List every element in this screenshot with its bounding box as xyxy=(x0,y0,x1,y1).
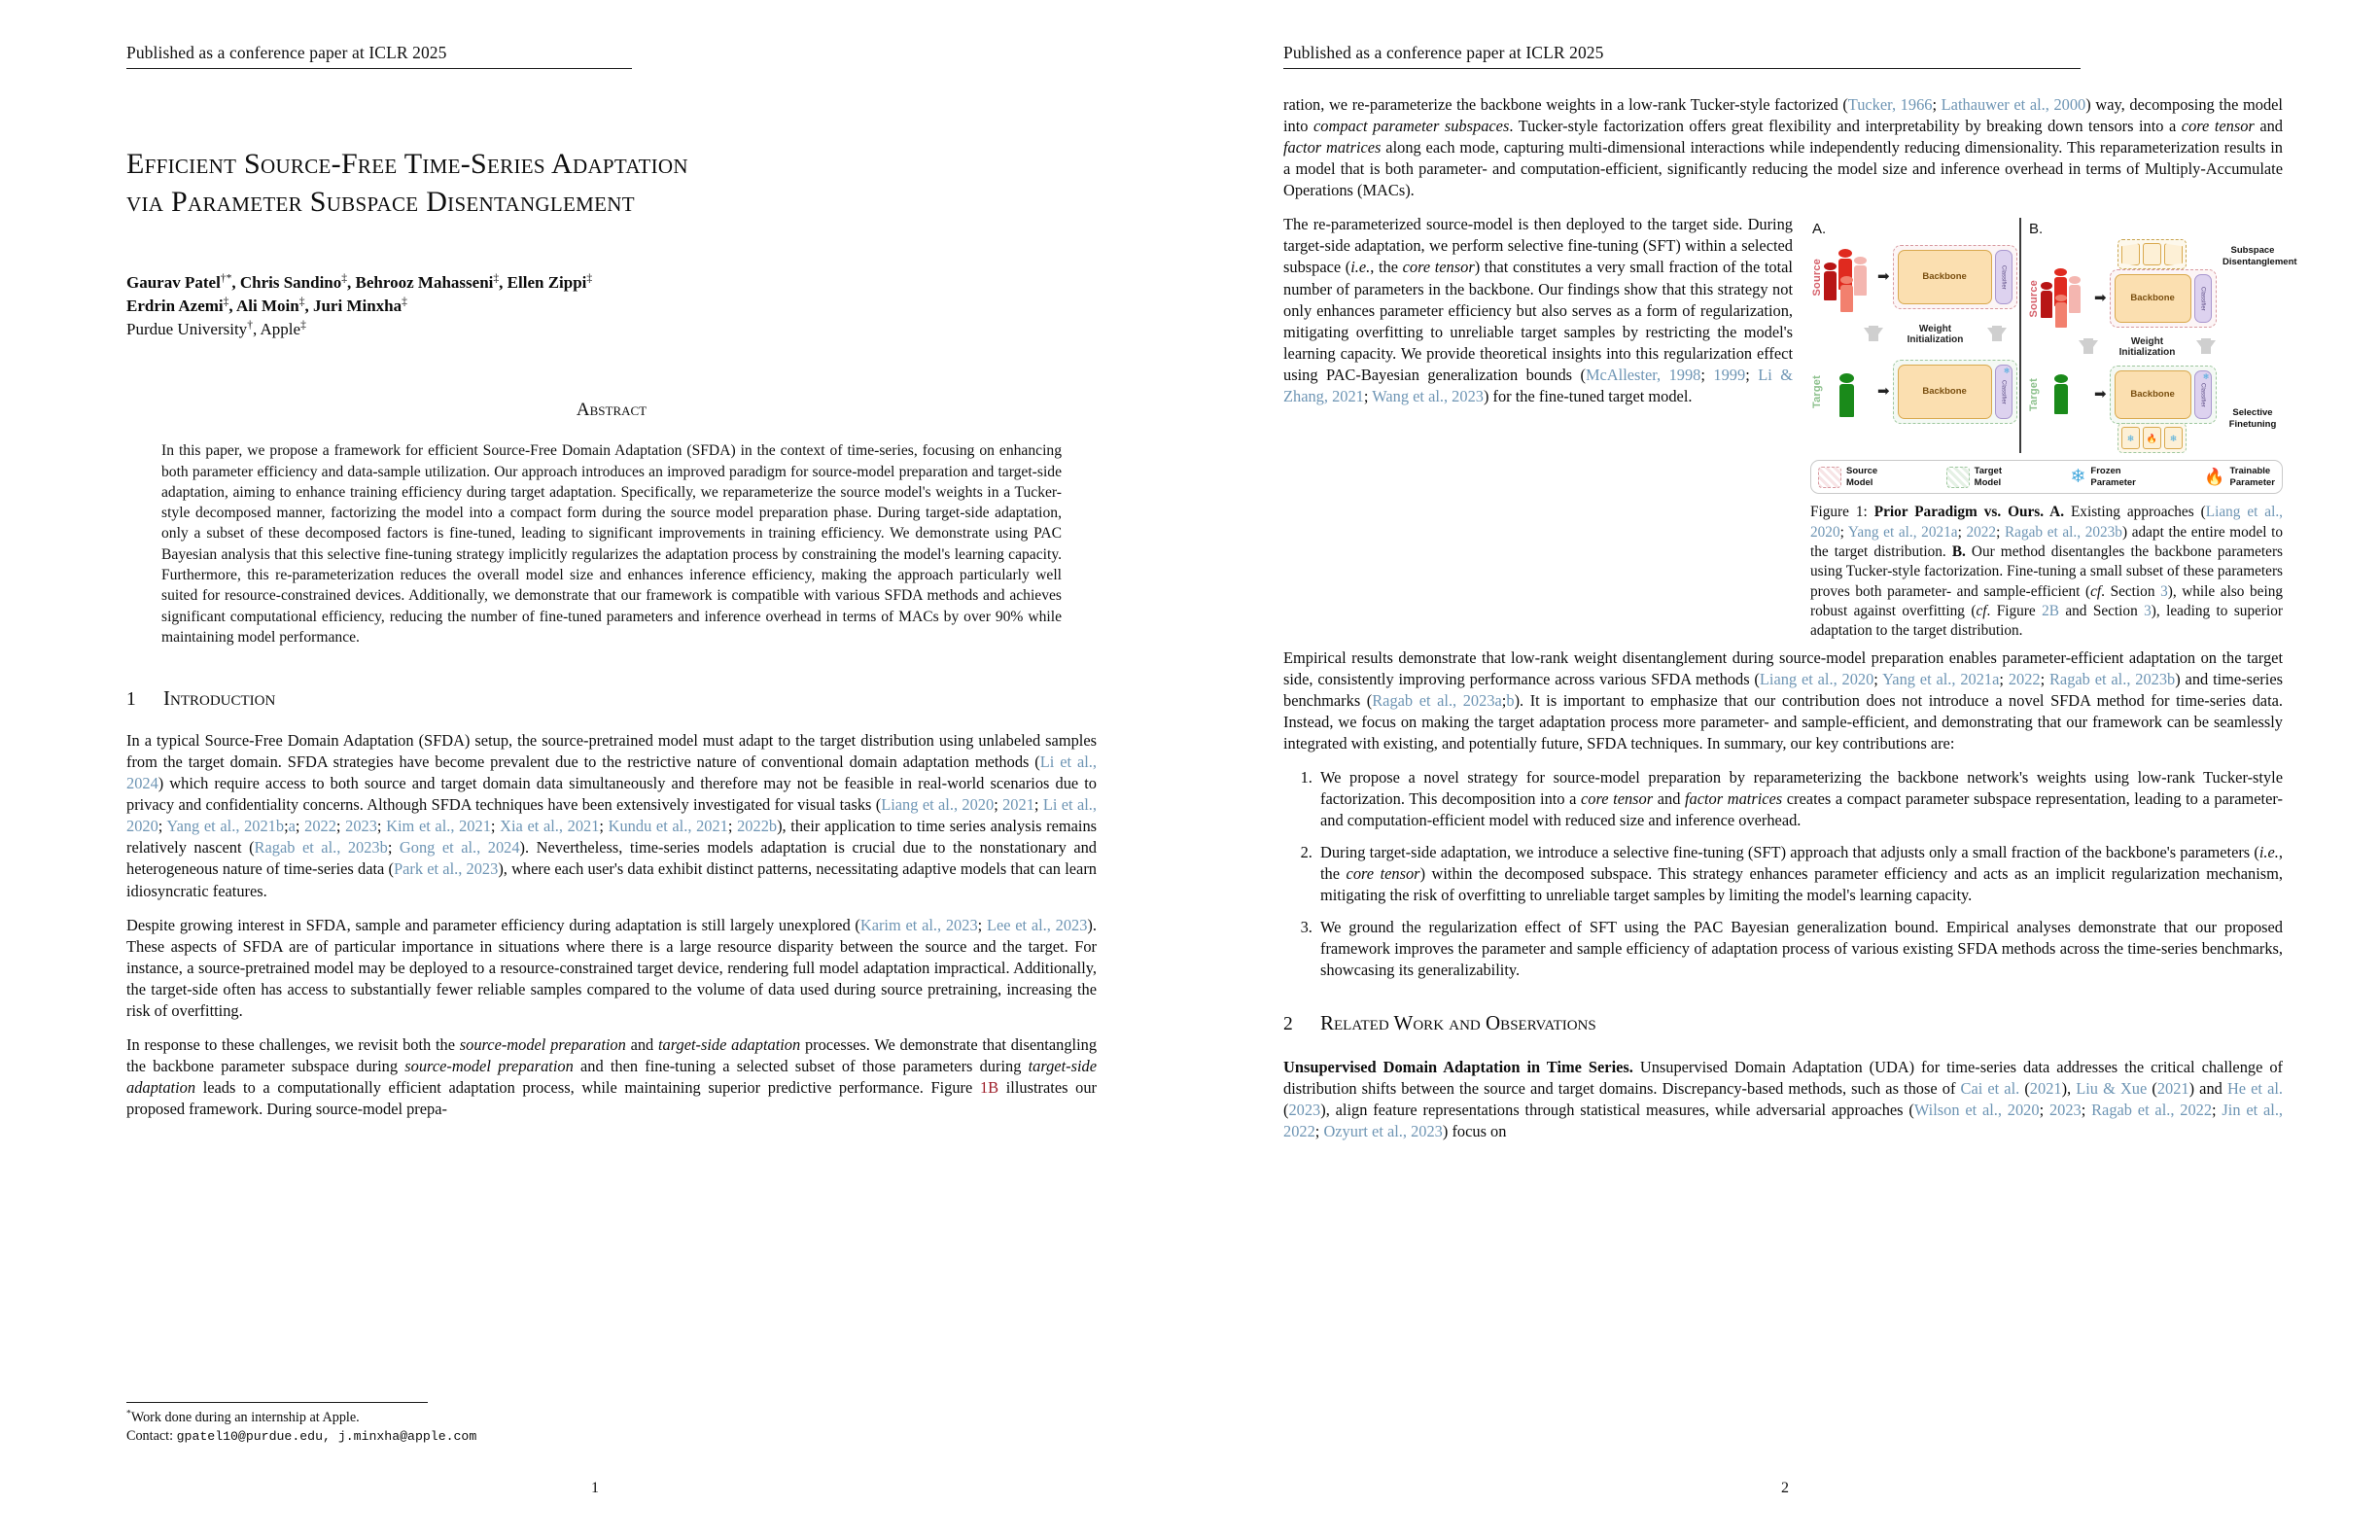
page-number: 2 xyxy=(1781,1480,1789,1496)
author-name: Gaurav Patel xyxy=(126,273,221,292)
classifier-block: Classifier xyxy=(2194,274,2212,323)
page-title xyxy=(126,145,1097,221)
person-icon xyxy=(1824,262,1837,300)
emphasis: compact parameter subspaces xyxy=(1313,117,1510,136)
emphasis: i.e. xyxy=(1350,258,1371,277)
footnote-rule xyxy=(126,1402,428,1403)
selective-finetuning-label: Selective Finetuning xyxy=(2228,407,2277,430)
emphasis: i.e. xyxy=(2258,843,2279,862)
section-heading-related-work xyxy=(1283,1009,2283,1037)
citation-link[interactable]: Yang et al., 2021a xyxy=(1882,669,2000,688)
weight-init-label: Weight Initialization xyxy=(1907,323,1964,346)
citation-link[interactable]: Yang et al., 2021a xyxy=(1847,523,1958,541)
citation-link[interactable]: 2022 xyxy=(1966,523,1997,541)
down-arrow-icon xyxy=(1987,328,2007,341)
figure-1 xyxy=(1810,218,2297,641)
target-swatch xyxy=(1946,467,1970,488)
source-axis-label: Source xyxy=(1811,259,1823,297)
citation-link[interactable]: Liang et al., 2020 xyxy=(881,795,995,815)
section-title: Introduction xyxy=(163,686,276,711)
tile-group xyxy=(2118,239,2187,269)
introduction-body xyxy=(126,730,1097,1120)
panel-b-source-row xyxy=(2027,269,2222,328)
target-axis-label: Target xyxy=(2028,378,2040,412)
author-name: , Chris Sandino xyxy=(231,273,342,292)
person-icon xyxy=(2054,374,2068,414)
citation-link[interactable]: Wang et al., 2023 xyxy=(1372,386,1484,405)
person-icon xyxy=(1854,257,1867,296)
citation-link[interactable]: McAllester, 1998 xyxy=(1585,365,1701,384)
list-item: 3. We ground the regularization effect of SFT using the PAC Bayesian generalization bound. Empirical analyses demonstrate that our proposed framework improves the parameter and sample efficiency of adaptation process of various existing SFDA methods across the time-series benchmarks, showcasing its generalizability. xyxy=(1316,917,2283,981)
selective-tiles xyxy=(2082,423,2222,453)
down-arrow-icon xyxy=(2196,340,2216,354)
source-model-box xyxy=(1893,245,2017,309)
figure-1-caption: Figure 1: Prior Paradigm vs. Ours. A. Existing approaches (Liang et al., 2020; Yang et al., 2021a; 2022; Ragab et al., 2023b) adapt the entire model to the target distribution. B. Our method disentangles the backbone parameters using Tucker-style factorization. Fine-tuning a small subset of these parameters proves both parameter- and sample-efficient (cf. Section 3), while also being robust against overfitting (cf. Figure 2B and Section 3), leading to superior adaptation to the target distribution. xyxy=(1810,504,2284,640)
backbone-block: Backbone xyxy=(1898,250,1992,304)
citation-link[interactable]: 2023 xyxy=(2048,1100,2082,1119)
figure-1-image xyxy=(1810,218,2297,494)
emphasis: factor matrices xyxy=(1684,789,1783,809)
figure-panel-b xyxy=(2019,218,2297,453)
title-line-1: Efficient Source-Free Time-Series Adaptation xyxy=(126,148,688,180)
paragraph-intro-1: In a typical Source-Free Domain Adaptation (SFDA) setup, the source-pretrained model must adapt to the target distribution using unlabeled samples from the target domain. SFDA strategies have become prevalent due to the restrictive nature of conventional domain adaptation methods (Li et al., 2024) which require access to both source and target domain data simultaneously and therefore may not be feasible in real-world scenarios due to privacy and confidentiality concerns. Although SFDA techniques have been extensively investigated for visual tasks (Liang et al., 2020; 2021; Li et al., 2020; Yang et al., 2021b;a; 2022; 2023; Kim et al., 2021; Xia et al., 2021; Kundu et al., 2021; 2022b), their application to time series analysis remains relatively nascent (Ragab et al., 2023b; Gong et al., 2024). Nevertheless, time-series models adaptation is crucial due to the nonstationary and heterogeneous nature of time-series data (Park et al., 2023), where each user's data exhibit distinct patterns, necessitating adaptive models that can learn idiosyncratic features. xyxy=(126,731,1098,900)
down-arrow-icon xyxy=(1864,328,1883,341)
author-name: , Ellen Zippi xyxy=(499,273,587,292)
citation-link[interactable]: Cai et al. xyxy=(1960,1078,2020,1098)
author-name: , Ali Moin xyxy=(228,297,299,316)
person-icon xyxy=(1840,276,1853,312)
target-axis-label: Target xyxy=(1811,375,1823,409)
author-line-1 xyxy=(126,271,1097,295)
citation-link[interactable]: 2021 xyxy=(1002,795,1034,815)
citation-link[interactable]: Liu & Xue xyxy=(2076,1078,2148,1098)
source-model-box xyxy=(2110,269,2217,328)
emphasis: core tensor xyxy=(1346,864,1420,884)
citation-link[interactable]: Park et al., 2023 xyxy=(394,859,499,879)
person-icon xyxy=(1839,373,1854,417)
classifier-block: Classifier xyxy=(1995,250,2012,304)
list-item: 2. During target-side adaptation, we introduce a selective fine-tuning (SFT) approach that adjusts only a small fraction of the backbone's parameters (i.e., the core tensor) within the decomposed subspace. This strategy enhances parameter efficiency and acts as an implicit regularization mechanism, mitigating the risk of overfitting to unreliable target samples by limiting the model's learning capacity. xyxy=(1316,842,2283,906)
panel-b-top xyxy=(2027,239,2297,328)
panel-a-target-row xyxy=(1810,354,2019,430)
author-affil-mark: ‡ xyxy=(493,271,500,285)
author-affil-mark: †* xyxy=(220,271,232,285)
citation-link[interactable]: b xyxy=(1506,690,1515,710)
page2-body xyxy=(1283,94,2297,1142)
classifier-block: Classifier ❄ xyxy=(2194,370,2212,419)
page-number: 1 xyxy=(591,1480,599,1496)
affiliations: Purdue University†, Apple‡ xyxy=(126,318,306,339)
citation-link[interactable]: 2022b xyxy=(737,817,778,836)
subspace-tiles xyxy=(2082,239,2222,269)
citation-link[interactable]: Li et al., 2020 xyxy=(126,795,1097,836)
snowflake-icon: ❄ xyxy=(2002,367,2012,376)
title-line-2: via Parameter Subspace Disentanglement xyxy=(126,186,635,218)
snowflake-icon: ❄ xyxy=(2201,372,2211,382)
panel-a-source-row xyxy=(1810,239,2019,315)
panel-a-label: A. xyxy=(1812,221,1827,238)
citation-link[interactable]: 2023 xyxy=(345,817,377,836)
citation-link[interactable]: Ragab et al., 2023b xyxy=(2049,669,2176,688)
arrow-right-icon: ➡ xyxy=(2094,387,2107,403)
author-affil-mark: ‡ xyxy=(298,295,305,308)
factor-matrix-tile xyxy=(2121,243,2140,265)
section-reference-link[interactable]: 3 xyxy=(2160,582,2168,600)
citation-link[interactable]: Li et al., 2024 xyxy=(126,752,1097,793)
legend-item-frozen-parameter: ❄ Frozen Parameter xyxy=(2070,466,2136,488)
paragraph-intro-2: Despite growing interest in SFDA, sample and parameter efficiency during adaptation is still largely unexplored (Karim et al., 2023; Lee et al., 2023). These aspects of SFDA are of particular importance in situations where there is a large resource disparity between the source and the target. For instance, a source-pretrained model may be deployed to a resource-constrained target device, rendering full model adaptation impractical. Additionally, the target-side often has access to substantially fewer reliable samples compared to the volume of data used during source pretraining, increasing the risk of overfitting. xyxy=(126,915,1097,1020)
figure-reference-link[interactable]: 2B xyxy=(2042,602,2059,619)
section-title: Related Work and Observations xyxy=(1320,1010,1596,1034)
trainable-core-tile xyxy=(2143,427,2161,449)
emphasis: core tensor xyxy=(2181,117,2255,136)
panel-b-target-row xyxy=(2027,367,2222,423)
source-axis-label: Source xyxy=(2028,280,2040,318)
citation-link[interactable]: Ragab et al., 2023a xyxy=(1372,690,1502,710)
citation-link[interactable]: Xia et al., 2021 xyxy=(500,817,600,836)
citation-link[interactable]: Liang et al., 2020 xyxy=(1759,669,1874,688)
citation-link[interactable]: 1999 xyxy=(1713,365,1746,384)
abstract-text: In this paper, we propose a framework for efficient Source-Free Domain Adaptation (SFDA) in the context of time-series, focusing on enhancing both parameter efficiency and data-sample utilization. Our approach introduces an improved paradigm for source-model preparation and target-side adaptation, aiming to enhance training efficiency during target adaptation. Specifically, we reparameterize the source model's weights in a Tucker-style decomposed manner, factorizing the model into a compact form during the source model preparation phase. During target-side adaptation, only a subset of these decomposed factors is fine-tuned, leading to significant improvements in training efficiency. We demonstrate using PAC Bayesian analysis that this selective fine-tuning strategy implicitly regularizes the adaptation process by constraining the model's learning capacity. Furthermore, this re-parameterization reduces the overall model size and enhances inference efficiency, making the approach particularly well suited for resource-constrained devices. Additionally, we demonstrate that our framework is compatible with various SFDA methods and achieves significant computational efficiency, reducing the number of fine-tuned parameters and inference overhead in terms of MACs by over 90% while maintaining model performance. xyxy=(161,442,1062,646)
author-name: Erdrin Azemi xyxy=(126,297,224,316)
emphasis: core tensor xyxy=(1581,789,1654,809)
citation-link[interactable]: a xyxy=(288,817,296,836)
citation-link[interactable]: 2021 xyxy=(2029,1078,2062,1098)
emphasis: core tensor xyxy=(1402,258,1475,277)
citation-link[interactable]: Wilson et al., 2020 xyxy=(1913,1100,2040,1119)
citation-link[interactable]: Li & Zhang, 2021 xyxy=(1283,365,1793,405)
citation-link[interactable]: Karim et al., 2023 xyxy=(859,915,978,934)
abstract-heading: Abstract xyxy=(576,400,648,421)
author-name: , Behrooz Mahasseni xyxy=(347,273,494,292)
classifier-block: Classifier ❄ xyxy=(1995,365,2012,419)
down-arrow-icon xyxy=(2079,340,2098,354)
panel-b-bottom xyxy=(2027,367,2283,453)
source-people-icon xyxy=(1824,243,1874,311)
person-icon xyxy=(2041,282,2052,318)
figure-legend xyxy=(1810,460,2283,494)
footnote-block xyxy=(126,1402,632,1447)
citation-link[interactable]: Ragab et al., 2022 xyxy=(2091,1100,2213,1119)
weight-init-label: Weight Initialization xyxy=(2118,335,2176,359)
person-icon xyxy=(2069,276,2081,313)
running-head: Published as a conference paper at ICLR 2025 xyxy=(126,43,632,69)
citation-link[interactable]: Liang et al., 2020 xyxy=(1810,504,2283,541)
section-reference-link[interactable]: 3 xyxy=(2144,602,2152,619)
legend-item-trainable-parameter: 🔥 Trainable Parameter xyxy=(2204,466,2275,488)
emphasis: target-side adaptation xyxy=(658,1034,801,1054)
contact-emails[interactable]: gpatel10@purdue.edu, j.minxha@apple.com xyxy=(176,1429,477,1445)
paragraph-r1: ration, we re-parameterize the backbone weights in a low-rank Tucker-style factorized (Tucker, 1966; Lathauwer et al., 2000) way, decomposing the model into compact parameter subspaces. Tucker-style factorization offers great flexibility and interpretability by breaking down tensors into a core tensor and factor matrices along each mode, capturing multi-dimensional interactions while independently reducing dimensionality. This reparameterization results in a model that is both parameter- and computation-efficient, significantly reducing the model size and inference overhead in terms of Multiply-Accumulate Operations (MACs). xyxy=(1283,95,2283,200)
figure-reference-link[interactable]: 1B xyxy=(979,1078,999,1097)
emphasis: factor matrices xyxy=(1283,138,1382,158)
backbone-block: Backbone xyxy=(2115,274,2191,323)
legend-item-target-model: Target Model xyxy=(1946,466,2002,488)
person-icon xyxy=(2055,295,2067,328)
citation-link[interactable]: Ozyurt et al., 2023 xyxy=(1323,1121,1443,1140)
target-model-box xyxy=(2110,366,2217,424)
author-line-2 xyxy=(126,295,1097,318)
core-tensor-tile xyxy=(2143,243,2161,265)
author-affil-mark: ‡ xyxy=(586,271,593,285)
contact-line: Contact: gpatel10@purdue.edu, j.minxha@apple.com xyxy=(126,1428,477,1445)
section-number: 2 xyxy=(1283,1013,1293,1034)
citation-link[interactable]: Jin et al., 2022 xyxy=(1283,1100,2284,1140)
frozen-factor-tile xyxy=(2121,427,2140,449)
legend-item-source-model: Source Model xyxy=(1818,466,1877,488)
target-people-icon xyxy=(2041,361,2091,429)
arrow-right-icon: ➡ xyxy=(1877,384,1890,401)
backbone-block: Backbone xyxy=(2115,370,2191,419)
emphasis: target-side adaptation xyxy=(126,1056,1097,1097)
tile-group xyxy=(2118,423,2187,453)
factor-matrix-tile xyxy=(2164,243,2183,265)
snowflake-icon: ❄ xyxy=(2070,467,2086,488)
citation-link[interactable]: Ragab et al., 2023b xyxy=(2004,523,2122,541)
list-item: 1. We propose a novel strategy for source-model preparation by reparameterizing the backbone network's weights using low-rank Tucker-style factorization. This decomposition into a core tensor and factor matrices creates a compact parameter subspace representation, leading to a parameter- and computation-efficient model with reduced size and inference overhead. xyxy=(1316,767,2283,831)
author-name: , Juri Minxha xyxy=(304,297,402,316)
footnote-asterisk-line: *Work done during an internship at Apple. xyxy=(126,1408,360,1425)
target-people-icon xyxy=(1824,358,1874,426)
paragraph-intro-3: In response to these challenges, we revisit both the source-model preparation and target-side adaptation processes. We demonstrate that disentangling the backbone parameter subspace during source-model preparation and then fine-tuning a selected subset of those parameters during target-side adaptation leads to a computationally efficient adaptation process, while maintaining superior predictive performance. Figure 1B illustrates our proposed framework. During source-model prepa- xyxy=(126,1034,1098,1119)
section-number: 1 xyxy=(126,689,136,711)
contributions-list xyxy=(1283,767,2283,982)
panel-a-weight-init xyxy=(1810,315,2019,354)
snowflake-icon: ❄ xyxy=(2126,433,2135,443)
citation-link[interactable]: Kundu et al., 2021 xyxy=(608,817,728,836)
flame-icon: 🔥 xyxy=(2146,433,2158,443)
citation-link[interactable]: He et al. xyxy=(2226,1078,2284,1098)
backbone-block: Backbone xyxy=(1898,365,1992,419)
citation-link[interactable]: Tucker, 1966 xyxy=(1847,95,1933,114)
frozen-factor-tile xyxy=(2164,427,2183,449)
arrow-right-icon: ➡ xyxy=(1877,269,1890,286)
emphasis: source-model preparation xyxy=(459,1034,626,1054)
citation-link[interactable]: Ragab et al., 2023b xyxy=(254,838,388,858)
source-swatch xyxy=(1818,467,1841,488)
author-affil-mark: ‡ xyxy=(341,271,348,285)
paragraph-uda: Unsupervised Domain Adaptation in Time Series. Unsupervised Domain Adaptation (UDA) for time-series data addresses the critical challenge of distribution shifts between the source and target domains. Discrepancy-based methods, such as those of Cai et al. (2021), Liu & Xue (2021) and He et al. (2023), align feature representations through statistical measures, while adversarial approaches (Wilson et al., 2020; 2023; Ragab et al., 2022; Jin et al., 2022; Ozyurt et al., 2023) focus on xyxy=(1283,1057,2284,1140)
paragraph-r3: Empirical results demonstrate that low-rank weight disentanglement during source-model preparation enables parameter-efficient adaptation on the target side, consistently improving performance across various SFDA methods (Liang et al., 2020; Yang et al., 2021a; 2022; Ragab et al., 2023b) and time-series benchmarks (Ragab et al., 2023a;b). It is important to emphasize that our contribution does not introduce a novel SFDA method for time-series data. Instead, we focus on making the target adaptation process more parameter- and sample-efficient, and demonstrating that our framework can be seamlessly integrated with existing, and potentially future, SFDA techniques. In summary, our key contributions are: xyxy=(1283,648,2283,752)
section-heading-introduction xyxy=(126,686,1097,711)
page-2 xyxy=(1190,0,2380,1540)
flame-icon: 🔥 xyxy=(2204,468,2225,487)
citation-link[interactable]: Yang et al., 2021b xyxy=(166,817,285,836)
emphasis: source-model preparation xyxy=(404,1056,574,1075)
figure-panel-a xyxy=(1810,218,2019,453)
footnote-marker: * xyxy=(126,1408,131,1419)
subspace-disentanglement-label: Subspace Disentanglement xyxy=(2222,245,2297,267)
figure-panels xyxy=(1810,218,2297,453)
panel-b-label: B. xyxy=(2029,221,2044,238)
author-affil-mark: ‡ xyxy=(223,295,229,308)
citation-link[interactable]: Lathauwer et al., 2000 xyxy=(1941,95,2086,114)
paragraph-r2: The re-parameterized source-model is then deployed to the target side. During target-side adaptation, we perform selective fine-tuning (SFT) within a selected subspace (i.e., the core tensor) that constitutes a very small fraction of the total number of parameters in the backbone. Our findings show that this strategy not only enhances parameter efficiency but also serves as a form of regularization, mitigating overfitting to unreliable target samples by restricting the model's learning capacity. We provide theoretical insights into this regularization effect using PAC-Bayesian generalization bounds (McAllester, 1998; 1999; Li & Zhang, 2021; Wang et al., 2023) for the fine-tuned target model. xyxy=(1283,215,1793,405)
author-list xyxy=(126,271,1097,318)
source-people-icon xyxy=(2041,264,2091,332)
citation-link[interactable]: Kim et al., 2021 xyxy=(386,817,491,836)
figure-number: Figure 1: xyxy=(1810,504,1874,521)
citation-link[interactable]: Gong et al., 2024 xyxy=(399,838,520,858)
citation-link[interactable]: 2023 xyxy=(1288,1100,1321,1119)
arrow-right-icon: ➡ xyxy=(2094,291,2107,307)
citation-link[interactable]: 2022 xyxy=(2008,669,2041,688)
author-affil-mark: ‡ xyxy=(402,295,407,308)
paragraph-heading: Unsupervised Domain Adaptation in Time Series. xyxy=(1283,1057,1633,1076)
citation-link[interactable]: 2022 xyxy=(304,817,336,836)
target-model-box xyxy=(1893,360,2017,424)
citation-link[interactable]: Lee et al., 2023 xyxy=(986,915,1088,934)
abstract-body xyxy=(161,440,1062,648)
running-head: Published as a conference paper at ICLR 2025 xyxy=(1283,43,2081,69)
citation-link[interactable]: 2021 xyxy=(2156,1078,2189,1098)
snowflake-icon: ❄ xyxy=(2169,433,2178,443)
